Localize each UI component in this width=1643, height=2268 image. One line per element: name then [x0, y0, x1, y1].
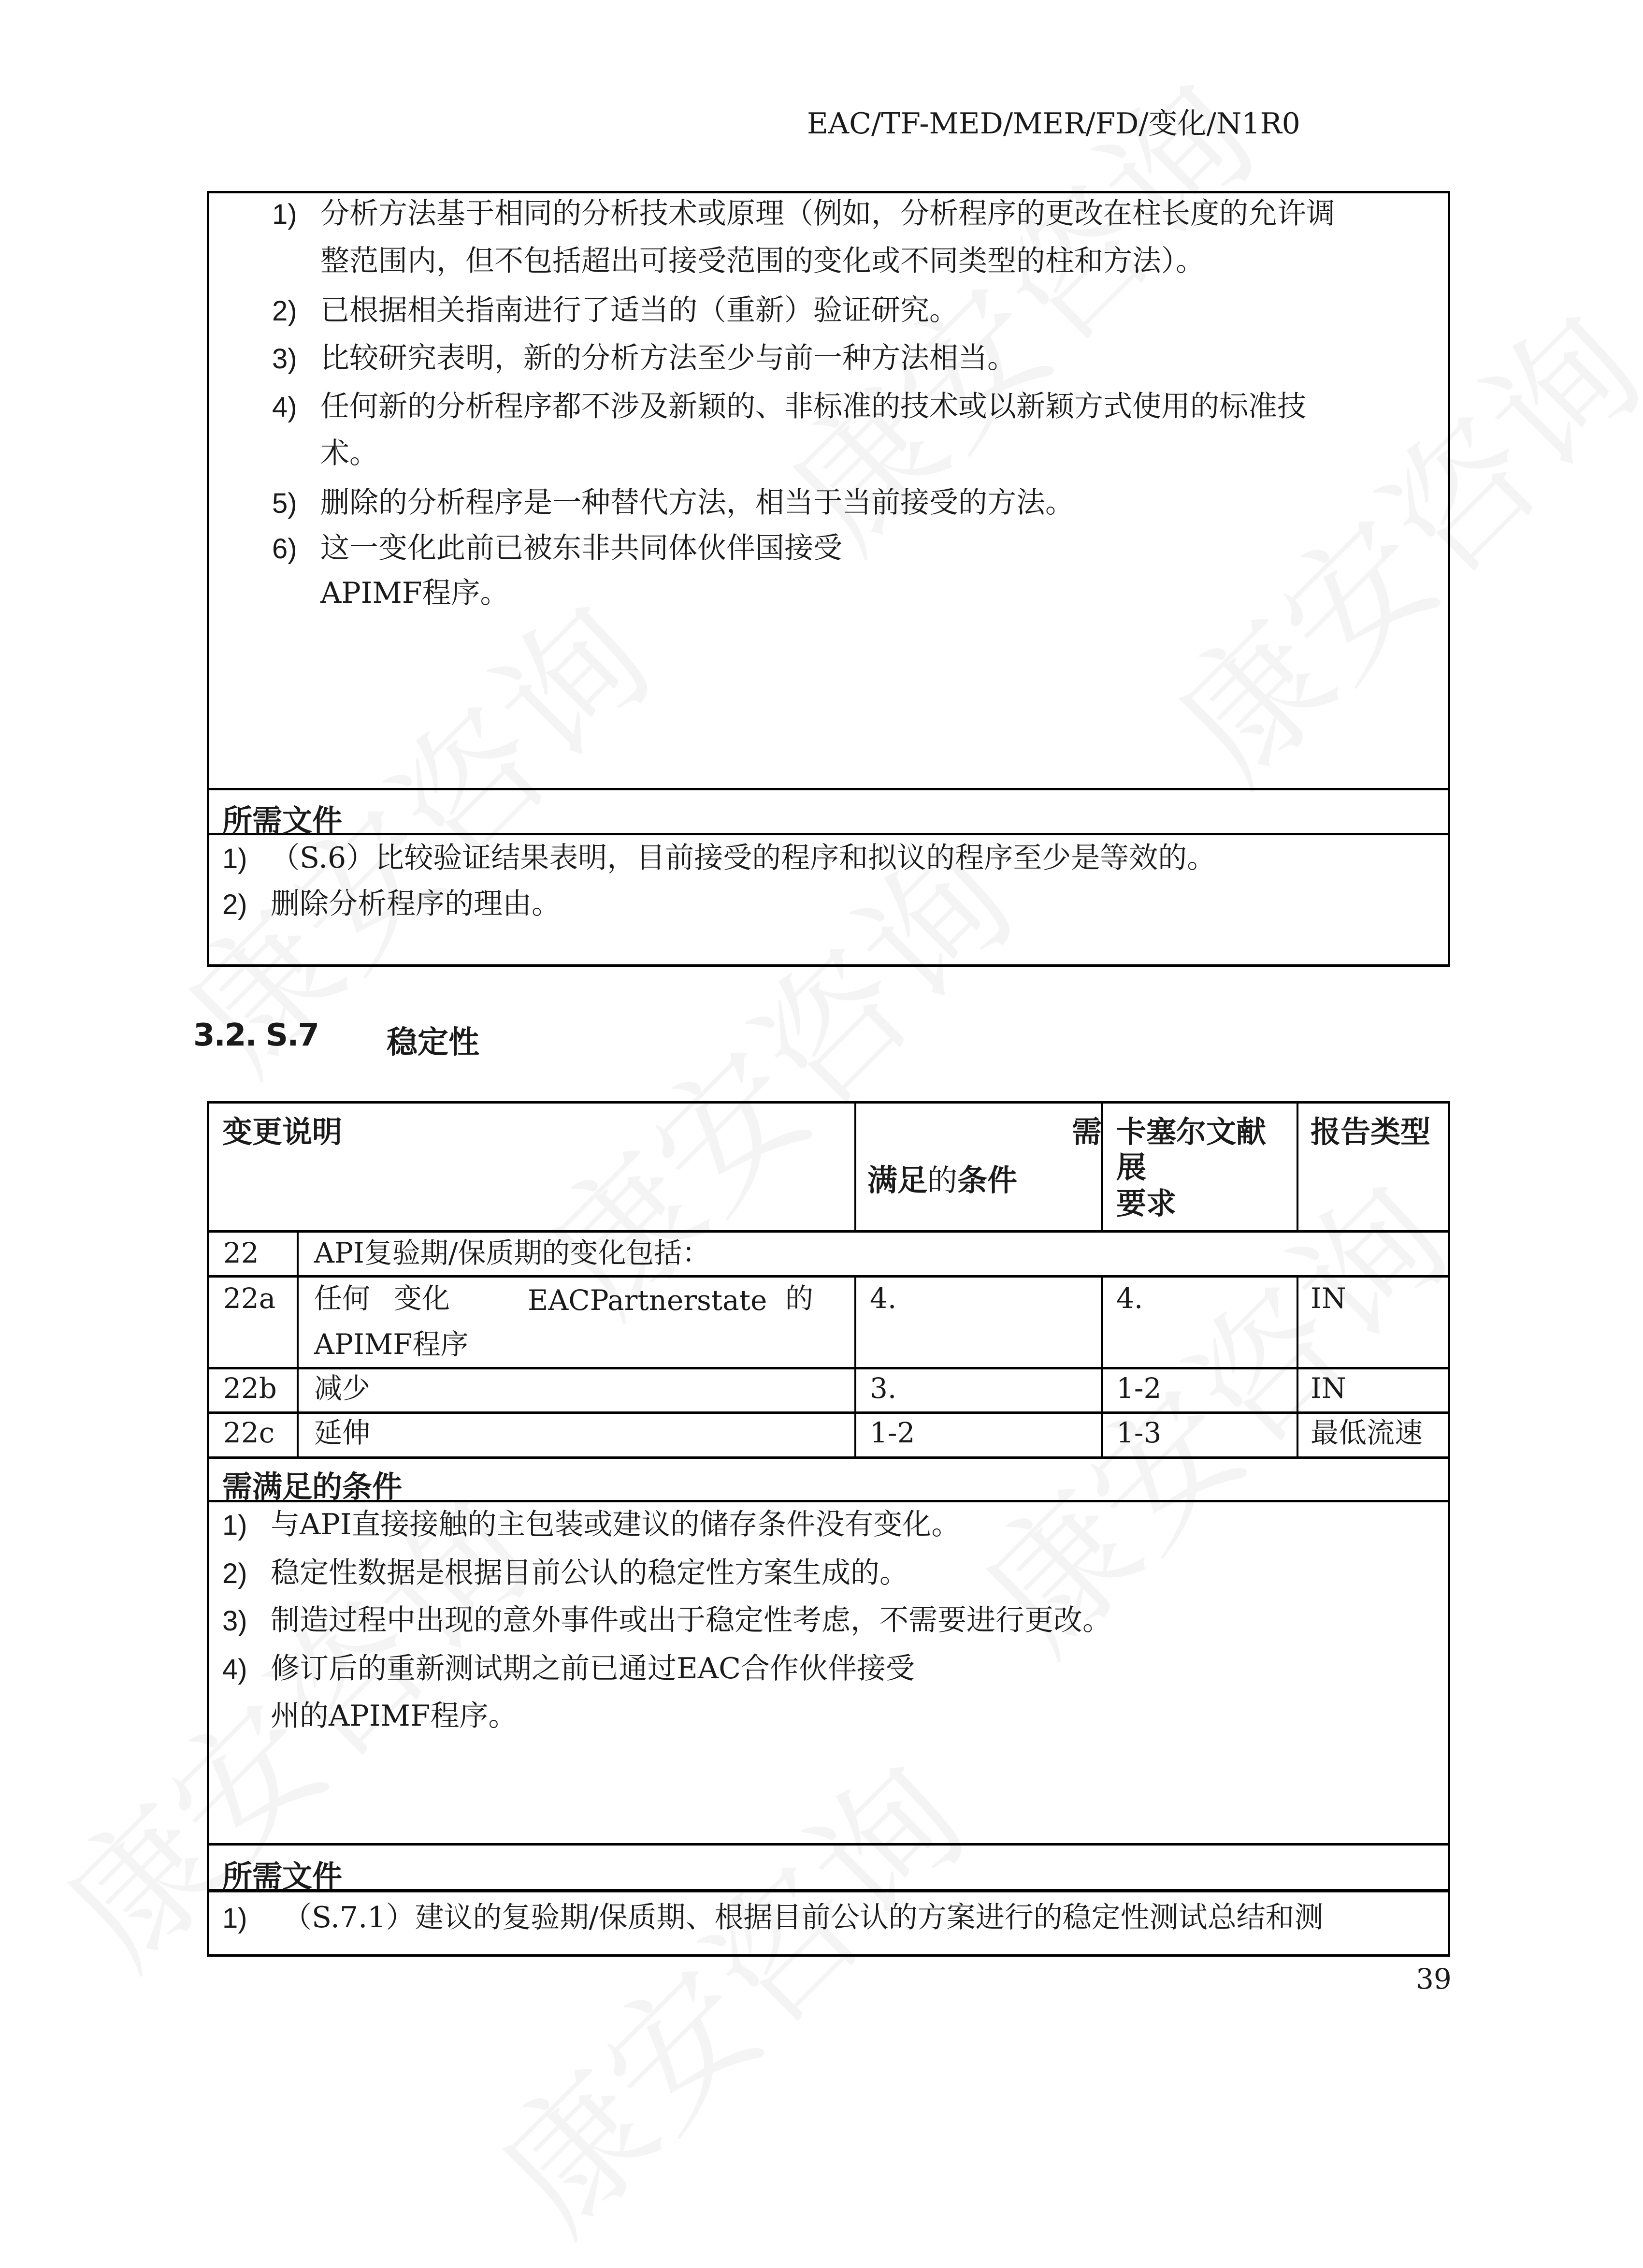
condition-text: 分析方法基于相同的分析技术或原理（例如，分析程序的更改在柱长度的允许调 [320, 197, 1335, 231]
row-report-type: 最低流速 [1311, 1416, 1423, 1449]
document-number: 1) [222, 1903, 247, 1934]
row-documents: 1-2 [1116, 1372, 1162, 1405]
section-number: 3.2. S.7 [193, 1018, 318, 1053]
page-number: 39 [1416, 1963, 1452, 1995]
row-conditions: 4. [870, 1282, 897, 1315]
document-number: 2) [222, 889, 247, 920]
condition-text: 这一变化此前已被东非共同体伙伴国接受 [320, 531, 842, 565]
divider [207, 1456, 1450, 1459]
condition-text: 删除的分析程序是一种替代方法，相当于当前接受的方法。 [320, 486, 1074, 520]
condition-number: 1) [222, 1510, 247, 1541]
condition-number: 6) [272, 533, 297, 565]
row-conditions: 3. [870, 1372, 897, 1405]
condition-number: 3) [272, 343, 297, 375]
row-conditions: 1-2 [870, 1416, 915, 1449]
divider [207, 788, 1450, 790]
condition-number: 2) [272, 295, 297, 327]
condition-number: 5) [272, 488, 297, 519]
document-text: 删除分析程序的理由。 [271, 887, 561, 921]
condition-number: 3) [222, 1605, 247, 1637]
divider [297, 1230, 299, 1456]
row-description: EACPartnerstate [528, 1284, 767, 1317]
row-description: 变化 [394, 1282, 450, 1315]
header-conditions-pre: 满足 [867, 1163, 928, 1198]
header-conditions [867, 1156, 1017, 1199]
condition-text: 任何新的分析程序都不涉及新颖的、非标准的技术或以新颖方式使用的标准技 [320, 390, 1306, 423]
divider [207, 1411, 1450, 1414]
row-id: 22 [223, 1236, 259, 1269]
condition-text: 州的APIMF程序。 [271, 1699, 518, 1733]
header-documents-l2: 展 [1116, 1149, 1147, 1185]
required-documents-heading: 所需文件 [222, 1859, 343, 1894]
row-documents: 4. [1116, 1282, 1143, 1315]
divider [854, 1101, 856, 1233]
row-description: 任何 [314, 1282, 371, 1315]
row-description: API复验期/保质期的变化包括： [314, 1236, 710, 1269]
condition-text: 稳定性数据是根据目前公认的稳定性方案生成的。 [271, 1556, 908, 1590]
header-documents-l3: 要求 [1116, 1186, 1177, 1221]
document-text: （S.7.1）建议的复验期/保质期、根据目前公认的方案进行的稳定性测试总结和测 [283, 1901, 1324, 1934]
condition-number: 1) [272, 199, 297, 230]
header-change-description: 变更说明 [222, 1114, 343, 1149]
divider [207, 1843, 1450, 1846]
divider [207, 833, 1450, 835]
row-id: 22b [223, 1372, 277, 1405]
header-conditions-post: 条件 [957, 1163, 1018, 1198]
row-description: 延伸 [314, 1416, 371, 1449]
header-conditions-mid: 的 [927, 1163, 958, 1198]
row-description: 的 [785, 1282, 814, 1315]
divider [207, 1889, 1450, 1892]
row-description: 减少 [314, 1372, 371, 1405]
row-documents: 1-3 [1116, 1416, 1162, 1449]
condition-text: 制造过程中出现的意外事件或出于稳定性考虑，不需要进行更改。 [271, 1603, 1111, 1637]
conditions-heading: 需满足的条件 [222, 1469, 403, 1504]
row-report-type: IN [1311, 1372, 1346, 1405]
row-id: 22a [223, 1282, 276, 1315]
section-title: 稳定性 [387, 1025, 479, 1061]
row-description: APIMF程序 [314, 1328, 469, 1361]
document-code: EAC/TF-MED/MER/FD/变化/N1R0 [807, 107, 1300, 141]
document-text: （S.6）比较验证结果表明，目前接受的程序和拟议的程序至少是等效的。 [271, 841, 1216, 875]
condition-number: 2) [222, 1558, 247, 1589]
condition-text: 已根据相关指南进行了适当的（重新）验证研究。 [320, 293, 958, 327]
row-report-type: IN [1311, 1282, 1346, 1315]
condition-text: 与API直接接触的主包装或建议的储存条件没有变化。 [271, 1508, 961, 1541]
header-documents-l1: 卡塞尔文献 [1116, 1114, 1267, 1149]
required-documents-heading: 所需文件 [222, 803, 343, 838]
divider [207, 1367, 1450, 1369]
divider [1297, 1275, 1298, 1456]
condition-text: 整范围内，但不包括超出可接受范围的变化或不同类型的柱和方法）。 [320, 244, 1205, 278]
condition-text: APIMF程序。 [320, 576, 509, 610]
condition-number: 4) [222, 1654, 247, 1685]
divider [1101, 1275, 1103, 1456]
condition-text: 比较研究表明，新的分析方法至少与前一种方法相当。 [320, 341, 1016, 375]
header-conditions-top: 需 [1072, 1114, 1102, 1149]
header-report-type: 报告类型 [1311, 1114, 1431, 1149]
divider [207, 1230, 1450, 1233]
row-id: 22c [223, 1416, 275, 1449]
document-number: 1) [222, 843, 247, 874]
divider [854, 1275, 856, 1456]
condition-number: 4) [272, 392, 297, 423]
divider [207, 1275, 1450, 1278]
condition-text: 修订后的重新测试期之前已通过EAC合作伙伴接受 [271, 1652, 915, 1686]
condition-text: 术。 [320, 436, 378, 470]
divider [1297, 1101, 1298, 1233]
